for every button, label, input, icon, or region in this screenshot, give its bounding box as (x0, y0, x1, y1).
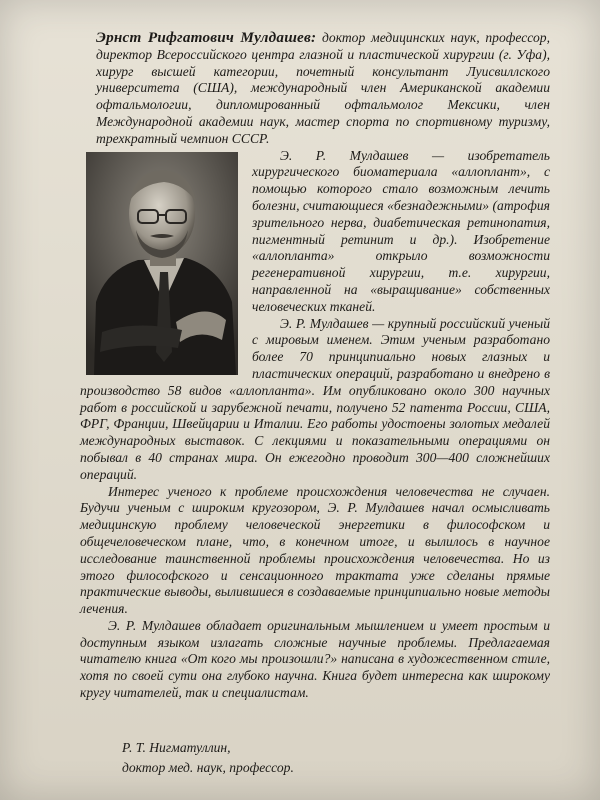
signature-name: Р. Т. Нигматуллин, (122, 740, 231, 755)
signature-block (122, 738, 294, 778)
author-photo (86, 152, 238, 375)
paragraph-4: Э. Р. Мулдашев обладает оригинальным мышлением и умеет простым и доступным языком излагать сложные научные проблемы. Предлагаемая читателю книга «От кого мы произошли?» написана в художественном стиле, хотя по своей сути она глубоко научна. Книга будет интересна как широкому кругу читателей, так и специалистам. (80, 617, 550, 701)
paragraph-3: Интерес ученого к проблеме происхождения человечества не случаен. Будучи ученым с широким кругозором, Э. Р. Мулдашев начал осмысливать медицинскую проблему человеческой энергетики в философском и общечеловеческом плане, что, в конечном итоге, и вылилось в научное исследование таинственной проблемы происхождения человечества. Но из этого философского и сенсационного трактата уже сделаны прямые практические выводы, вылившиеся в создаваемые принципиально новые методы лечения. (80, 483, 550, 617)
paragraph-1: Э. Р. Мулдашев — изобретатель хирургического биоматериала «аллоплант», с помощью которого стало возможным лечить болезни, считающиеся «безнадежными» (атрофия зрительного нерва, диабетическая ретинопатия, пигментный ретинит и др.). Изобретение «аллопланта» открыло возможности регенеративной хирургии, т.е. хирургии, направленной на «выращивание» собственных человеческих тканей. (252, 147, 550, 314)
author-name: Эрнст Рифгатович Мулдашев: (96, 29, 317, 46)
signature-title: доктор мед. наук, профессор. (122, 760, 294, 775)
paragraph-2: Э. Р. Мулдашев — крупный российский ученый с мировым именем. Этим ученым разработано более 70 принципиально новых глазных и пластических операций, разработано и внедрено в производство 58 видов «аллопланта». Им опубликовано около 300 научных работ в российской и зарубежной печати, получено 52 патента России, США, ФРГ, Франции, Швейцарии и Италии. Его работы удостоены золотых медалей международных выставок. С лекциями и показательными операциями он побывал в 40 странах мира. Он ежегодно проводит 300—400 сложнейших операций. (80, 315, 550, 482)
text-block (80, 30, 550, 702)
author-intro-paragraph (96, 30, 550, 148)
author-bio: доктор медицинских наук, профессор, директор Всероссийского центра глазной и пластической хирургии (г. Уфа), хирург высшей категории, почетный консультант Луисвиллского университета (США), международный член Американской академии офтальмологии, дипломированный офтальмолог Мексики, член Международной академии наук, мастер спорта по спортивному туризму, трехкратный чемпион СССР. (96, 30, 550, 146)
